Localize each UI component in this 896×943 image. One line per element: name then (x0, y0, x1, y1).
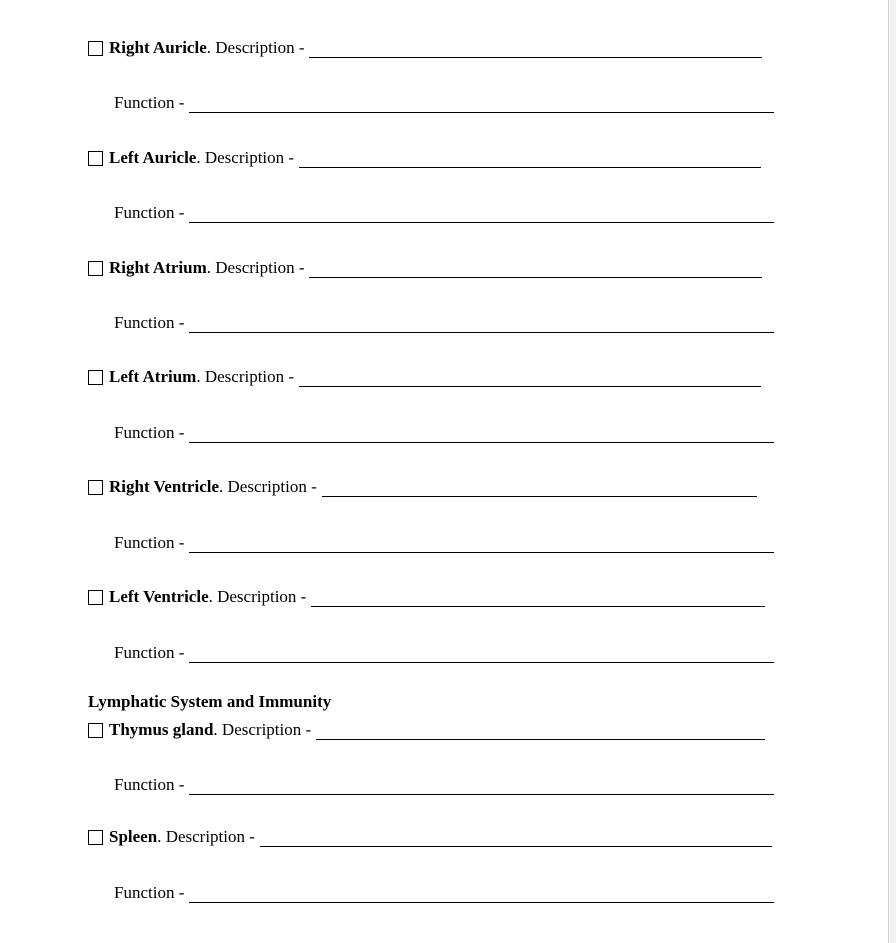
scrollbar-track[interactable] (889, 0, 896, 943)
checkbox[interactable] (88, 151, 103, 166)
section-heading: Lymphatic System and Immunity (88, 692, 332, 711)
item-row (88, 718, 765, 740)
description-label: . Description - (196, 148, 295, 167)
item-name: Left Auricle (109, 148, 197, 167)
description-blank[interactable] (311, 589, 765, 607)
function-blank[interactable] (189, 95, 774, 113)
item-name: Spleen (109, 827, 158, 846)
function-row (114, 421, 774, 443)
function-blank[interactable] (189, 535, 774, 553)
checkbox[interactable] (88, 261, 103, 276)
description-label: . Description - (206, 258, 305, 277)
item-row (88, 256, 762, 278)
item-row (88, 365, 761, 387)
item-row (88, 146, 761, 168)
item-name: Left Ventricle (109, 587, 209, 606)
description-label: . Description - (213, 720, 312, 739)
description-label: . Description - (219, 477, 317, 496)
checkbox[interactable] (88, 723, 103, 738)
item-row (88, 585, 765, 607)
checkbox[interactable] (88, 370, 103, 385)
item-name: Right Ventricle (109, 477, 220, 496)
function-row (114, 531, 774, 553)
function-label: Function - (114, 775, 185, 794)
function-row (114, 881, 774, 903)
function-blank[interactable] (189, 425, 774, 443)
description-blank[interactable] (309, 260, 762, 278)
function-label: Function - (114, 203, 185, 222)
function-label: Function - (114, 883, 185, 902)
description-label: . Description - (206, 38, 305, 57)
description-blank[interactable] (260, 829, 772, 847)
description-blank[interactable] (299, 150, 761, 168)
function-label: Function - (114, 423, 185, 442)
function-row (114, 91, 774, 113)
function-blank[interactable] (189, 315, 774, 333)
description-blank[interactable] (299, 369, 761, 387)
description-blank[interactable] (322, 479, 757, 497)
item-row (88, 475, 757, 497)
function-label: Function - (114, 93, 185, 112)
checkbox[interactable] (88, 480, 103, 495)
item-name: Right Atrium (109, 258, 207, 277)
function-row (114, 311, 774, 333)
item-name: Thymus gland (109, 720, 214, 739)
description-label: . Description - (208, 587, 307, 606)
function-row (114, 641, 774, 663)
function-label: Function - (114, 643, 185, 662)
function-blank[interactable] (189, 885, 774, 903)
item-name: Right Auricle (109, 38, 207, 57)
checkbox[interactable] (88, 830, 103, 845)
function-blank[interactable] (189, 645, 774, 663)
description-label: . Description - (196, 367, 295, 386)
description-label: . Description - (157, 827, 255, 846)
function-row (114, 773, 774, 795)
item-name: Left Atrium (109, 367, 197, 386)
checkbox[interactable] (88, 41, 103, 56)
function-row (114, 201, 774, 223)
function-label: Function - (114, 533, 185, 552)
item-row (88, 825, 772, 847)
function-blank[interactable] (189, 205, 774, 223)
description-blank[interactable] (309, 40, 762, 58)
checkbox[interactable] (88, 590, 103, 605)
description-blank[interactable] (316, 722, 765, 740)
function-blank[interactable] (189, 777, 774, 795)
item-row (88, 36, 762, 58)
function-label: Function - (114, 313, 185, 332)
